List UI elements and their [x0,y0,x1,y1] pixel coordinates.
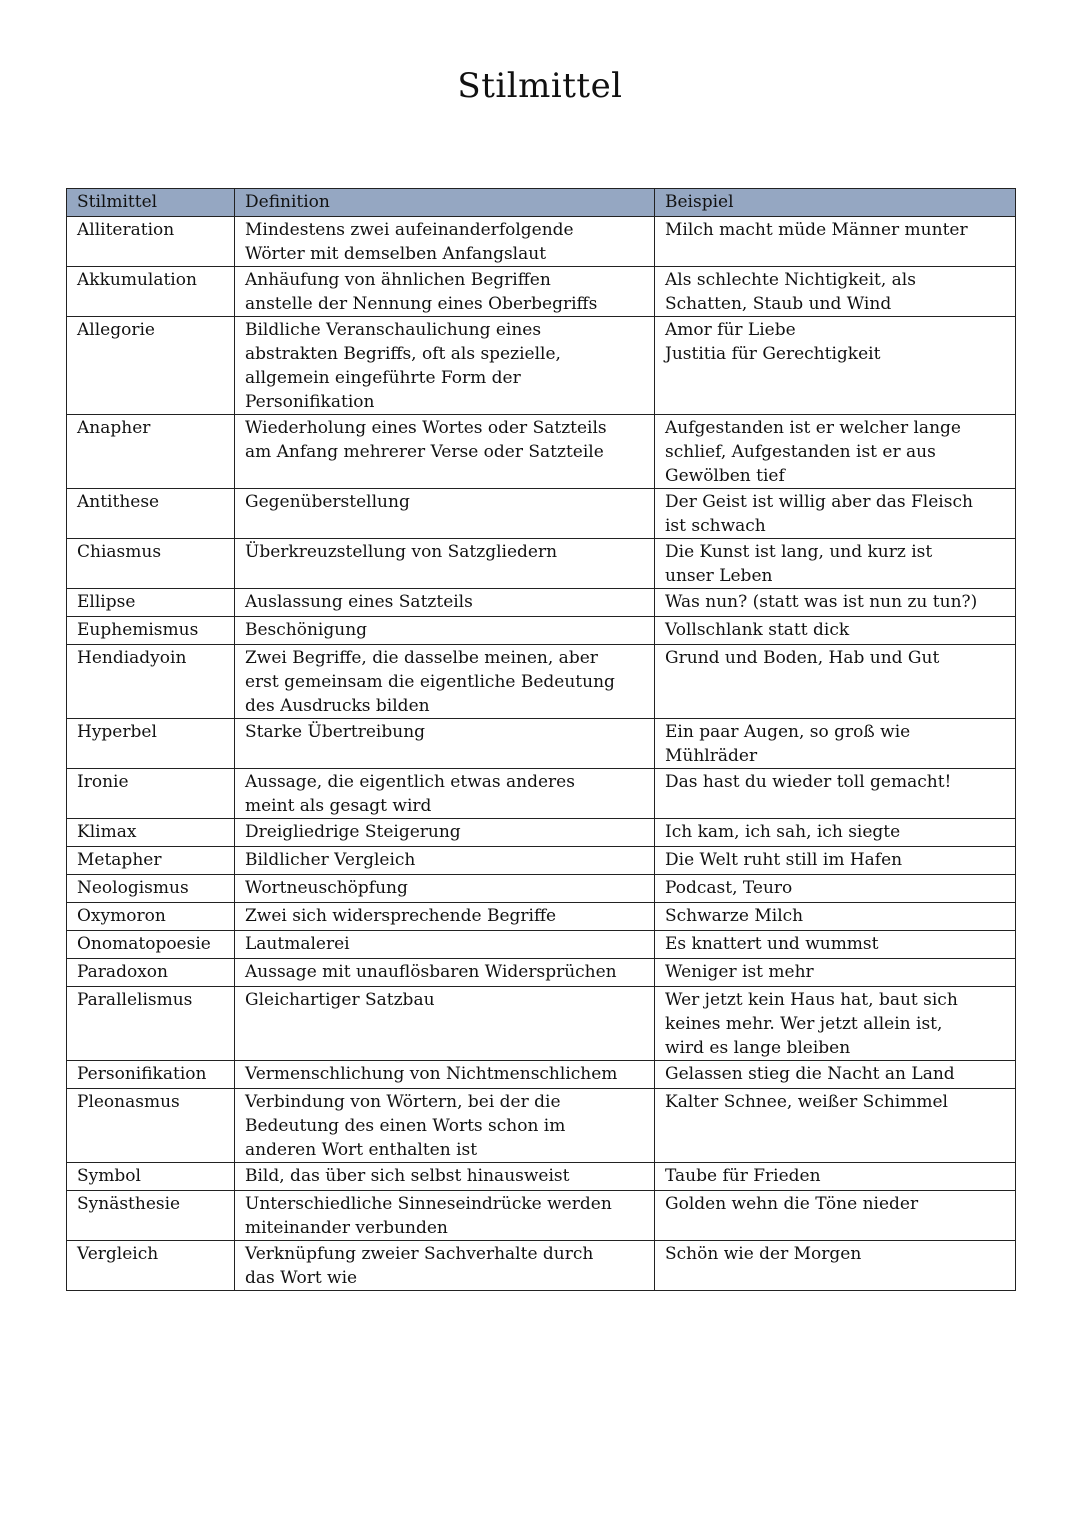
term-cell: Chiasmus [67,539,235,589]
table-row [67,617,1016,645]
term-cell: Vergleich [67,1241,235,1291]
term-cell: Hendiadyoin [67,645,235,719]
definition-cell: Dreigliedrige Steigerung [235,819,655,847]
table-row [67,819,1016,847]
table-row [67,415,1016,489]
term-cell: Synästhesie [67,1191,235,1241]
term-cell: Klimax [67,819,235,847]
example-cell: Ein paar Augen, so groß wie Mühlräder [655,719,1016,769]
term-cell: Hyperbel [67,719,235,769]
example-cell: Amor für Liebe Justitia für Gerechtigkeit [655,317,1016,415]
example-cell: Milch macht müde Männer munter [655,217,1016,267]
example-cell: Der Geist ist willig aber das Fleisch ist schwach [655,489,1016,539]
definition-cell: Überkreuzstellung von Satzgliedern [235,539,655,589]
table-row [67,847,1016,875]
term-cell: Metapher [67,847,235,875]
term-cell: Paradoxon [67,959,235,987]
example-cell: Grund und Boden, Hab und Gut [655,645,1016,719]
table-row [67,987,1016,1061]
table-row [67,1089,1016,1163]
example-cell: Taube für Frieden [655,1163,1016,1191]
definition-cell: Unterschiedliche Sinneseindrücke werden miteinander verbunden [235,1191,655,1241]
example-cell: Die Kunst ist lang, und kurz ist unser Leben [655,539,1016,589]
table-row [67,489,1016,539]
example-cell: Kalter Schnee, weißer Schimmel [655,1089,1016,1163]
page-title: Stilmittel [457,66,623,106]
term-cell: Akkumulation [67,267,235,317]
term-cell: Ellipse [67,589,235,617]
example-cell: Schwarze Milch [655,903,1016,931]
table-row [67,1061,1016,1089]
table-row [67,769,1016,819]
example-cell: Die Welt ruht still im Hafen [655,847,1016,875]
table-row [67,903,1016,931]
term-cell: Euphemismus [67,617,235,645]
definition-cell: Zwei sich widersprechende Begriffe [235,903,655,931]
term-cell: Oxymoron [67,903,235,931]
example-cell: Aufgestanden ist er welcher lange schlief, Aufgestanden ist er aus Gewölben tief [655,415,1016,489]
header-cell-definition: Definition [235,189,655,217]
table-row [67,589,1016,617]
table-row [67,1163,1016,1191]
table-body [67,217,1016,1291]
definition-cell: Bildlicher Vergleich [235,847,655,875]
definition-cell: Verbindung von Wörtern, bei der die Bedeutung des einen Worts schon im anderen Wort enthalten ist [235,1089,655,1163]
table-row [67,875,1016,903]
table-row [67,539,1016,589]
term-cell: Personifikation [67,1061,235,1089]
example-cell: Wer jetzt kein Haus hat, baut sich keines mehr. Wer jetzt allein ist, wird es lange bleiben [655,987,1016,1061]
definition-cell: Bildliche Veranschaulichung eines abstrakten Begriffs, oft als spezielle, allgemein eingeführte Form der Personifikation [235,317,655,415]
term-cell: Anapher [67,415,235,489]
stilmittel-table [66,188,1016,1291]
example-cell: Gelassen stieg die Nacht an Land [655,1061,1016,1089]
example-cell: Golden wehn die Töne nieder [655,1191,1016,1241]
definition-cell: Beschönigung [235,617,655,645]
term-cell: Neologismus [67,875,235,903]
definition-cell: Wiederholung eines Wortes oder Satzteils am Anfang mehrerer Verse oder Satzteile [235,415,655,489]
term-cell: Symbol [67,1163,235,1191]
definition-cell: Mindestens zwei aufeinanderfolgende Wörter mit demselben Anfangslaut [235,217,655,267]
definition-cell: Vermenschlichung von Nichtmenschlichem [235,1061,655,1089]
table-row [67,645,1016,719]
example-cell: Es knattert und wummst [655,931,1016,959]
example-cell: Was nun? (statt was ist nun zu tun?) [655,589,1016,617]
definition-cell: Lautmalerei [235,931,655,959]
term-cell: Allegorie [67,317,235,415]
example-cell: Ich kam, ich sah, ich siegte [655,819,1016,847]
table-row [67,317,1016,415]
definition-cell: Aussage mit unauflösbaren Widersprüchen [235,959,655,987]
example-cell: Schön wie der Morgen [655,1241,1016,1291]
definition-cell: Gegenüberstellung [235,489,655,539]
definition-cell: Starke Übertreibung [235,719,655,769]
table-row [67,931,1016,959]
table-row [67,1241,1016,1291]
example-cell: Podcast, Teuro [655,875,1016,903]
term-cell: Ironie [67,769,235,819]
term-cell: Parallelismus [67,987,235,1061]
definition-cell: Gleichartiger Satzbau [235,987,655,1061]
table-row [67,217,1016,267]
definition-cell: Zwei Begriffe, die dasselbe meinen, aber erst gemeinsam die eigentliche Bedeutung des Ausdrucks bilden [235,645,655,719]
definition-cell: Wortneuschöpfung [235,875,655,903]
table-row [67,959,1016,987]
example-cell: Das hast du wieder toll gemacht! [655,769,1016,819]
header-row [67,189,1016,217]
header-cell-stilmittel: Stilmittel [67,189,235,217]
definition-cell: Anhäufung von ähnlichen Begriffen anstelle der Nennung eines Oberbegriffs [235,267,655,317]
term-cell: Alliteration [67,217,235,267]
table-row [67,1191,1016,1241]
definition-cell: Bild, das über sich selbst hinausweist [235,1163,655,1191]
term-cell: Pleonasmus [67,1089,235,1163]
example-cell: Weniger ist mehr [655,959,1016,987]
table-row [67,267,1016,317]
example-cell: Als schlechte Nichtigkeit, als Schatten, Staub und Wind [655,267,1016,317]
table-header [67,189,1016,217]
definition-cell: Aussage, die eigentlich etwas anderes meint als gesagt wird [235,769,655,819]
term-cell: Onomatopoesie [67,931,235,959]
definition-cell: Auslassung eines Satzteils [235,589,655,617]
header-cell-beispiel: Beispiel [655,189,1016,217]
term-cell: Antithese [67,489,235,539]
definition-cell: Verknüpfung zweier Sachverhalte durch das Wort wie [235,1241,655,1291]
table-row [67,719,1016,769]
example-cell: Vollschlank statt dick [655,617,1016,645]
